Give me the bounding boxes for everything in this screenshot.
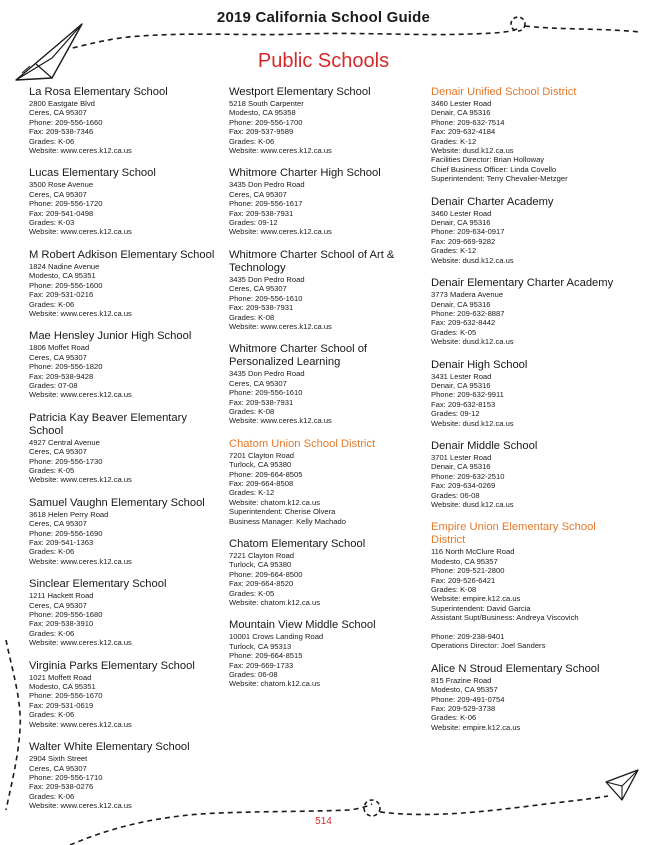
fax-line: Fax: 209-526-6421 [431, 575, 496, 585]
school-entry [29, 578, 224, 647]
grades-line: Grades: K-08 [229, 406, 275, 416]
school-name: Whitmore Charter School of Art & Technology [229, 248, 395, 274]
school-entry [229, 619, 424, 688]
school-entry [29, 660, 224, 729]
district-name: Denair Unified School District [431, 86, 577, 98]
detail-line: Ceres, CA 95307 [29, 352, 87, 362]
phone-line: Phone: 209-556-1670 [29, 691, 103, 701]
fax-line: Fax: 209-538-7346 [29, 127, 94, 137]
detail-line: 10001 Crows Landing Road [229, 632, 324, 642]
detail-line: Operations Director: Joel Sanders [431, 641, 546, 651]
detail-line: Ceres, CA 95307 [29, 108, 87, 118]
grades-line: Grades: 07-08 [29, 380, 78, 390]
school-name: Denair Elementary Charter Academy [431, 277, 614, 290]
detail-line: Assistant Supt/Business: Andreya Viscovich [431, 613, 579, 623]
fax-line: Fax: 209-632-8442 [431, 318, 496, 328]
website-line: Website: chatom.k12.ca.us [229, 598, 321, 608]
school-entry [229, 538, 424, 607]
phone-line: Phone: 209-556-1710 [29, 772, 103, 782]
detail-line: Turlock, CA 95380 [229, 460, 292, 470]
school-name: Patricia Kay Beaver Elementary School [29, 411, 187, 437]
detail-line: 1824 Nadine Avenue [29, 261, 100, 271]
fax-line: Fax: 209-538-7931 [229, 208, 294, 218]
detail-line: 4927 Central Avenue [29, 437, 100, 447]
detail-line: Denair, CA 95316 [431, 380, 491, 390]
website-line: Website: dusd.k12.ca.us [431, 500, 514, 509]
detail-line: Superintendent: Cherise Olvera [229, 507, 336, 517]
phone-line: Phone: 209-664-8500 [229, 569, 303, 579]
school-name: Alice N Stroud Elementary School [431, 662, 600, 675]
phone-line: Phone: 209-556-1690 [29, 528, 103, 538]
phone-line: Phone: 209-556-1617 [229, 199, 303, 209]
detail-line: Ceres, CA 95307 [29, 600, 87, 610]
detail-line: Modesto, CA 95351 [29, 682, 96, 692]
grades-line: Grades: K-06 [29, 299, 75, 309]
website-line: Website: www.ceres.k12.ca.us [29, 556, 132, 566]
grades-line: Grades: 09-12 [431, 409, 480, 419]
grades-line: Grades: K-05 [29, 465, 75, 475]
website-line: Website: chatom.k12.ca.us [229, 679, 321, 689]
detail-line: Modesto, CA 95351 [29, 271, 96, 281]
website-line: Website: www.ceres.k12.ca.us [29, 801, 132, 811]
phone-line: Phone: 209-238-9401 [431, 632, 505, 642]
column-3 [431, 86, 631, 744]
fax-line: Fax: 209-538-9428 [29, 371, 94, 381]
phone-line: Phone: 209-491-0754 [431, 694, 505, 704]
school-entry [229, 86, 424, 155]
grades-line: Grades: K-06 [29, 136, 75, 146]
detail-line: 7221 Clayton Road [229, 551, 295, 560]
detail-line: Ceres, CA 95307 [29, 447, 87, 457]
website-line: Website: chatom.k12.ca.us [229, 497, 321, 507]
detail-line: 3435 Don Pedro Road [229, 369, 305, 379]
website-line: Website: www.ceres.k12.ca.us [229, 321, 332, 331]
column-2 [229, 86, 424, 701]
dashed-loop-bottom [364, 800, 380, 816]
grades-line: Grades: K-03 [29, 218, 75, 228]
detail-line: Modesto, CA 95358 [229, 108, 296, 118]
grades-line: Grades: K-06 [29, 547, 75, 557]
detail-line: Facilities Director: Brian Holloway [431, 155, 545, 165]
website-line: Website: www.ceres.k12.ca.us [29, 719, 132, 729]
district-entry [431, 521, 631, 650]
fax-line: Fax: 209-538-3910 [29, 619, 94, 629]
grades-line: Grades: K-05 [229, 588, 275, 598]
fax-line: Fax: 209-632-8153 [431, 399, 496, 409]
school-name: Chatom Elementary School [229, 538, 366, 550]
detail-line: 3500 Rose Avenue [29, 180, 94, 190]
detail-line: Denair, CA 95316 [431, 462, 491, 472]
detail-line: Superintendent: Terry Chevalier-Metzger [431, 174, 568, 184]
detail-line: 116 North McClure Road [431, 547, 515, 557]
school-entry [431, 277, 631, 346]
detail-line: Chief Business Officer: Linda Covello [431, 164, 557, 174]
school-name: Whitmore Charter School of Personalized Learning [229, 343, 368, 369]
website-line: Website: www.ceres.k12.ca.us [29, 390, 132, 400]
phone-line: Phone: 209-521-2800 [431, 566, 505, 576]
school-name: Virginia Parks Elementary School [29, 659, 195, 672]
school-name: Denair Middle School [431, 439, 538, 452]
grades-line: Grades: K-12 [229, 488, 275, 498]
phone-line: Phone: 209-556-1600 [29, 280, 103, 290]
detail-line: 1806 Moffet Road [29, 343, 90, 353]
school-name: La Rosa Elementary School [29, 86, 168, 98]
detail-line: 815 Frazine Road [431, 675, 492, 685]
website-line: Website: www.ceres.k12.ca.us [29, 638, 132, 648]
detail-line: 1211 Hackett Road [29, 591, 94, 601]
school-entry [29, 249, 224, 318]
phone-line: Phone: 209-556-1610 [229, 293, 303, 303]
school-name: Westport Elementary School [229, 86, 371, 98]
detail-line: Modesto, CA 95357 [431, 556, 498, 566]
detail-line: Modesto, CA 95357 [431, 685, 498, 695]
district-entry [229, 438, 424, 526]
school-name: Mae Hensley Junior High School [29, 330, 192, 343]
fax-line: Fax: 209-634-0269 [431, 481, 496, 491]
school-name: M Robert Adkison Elementary School [29, 248, 215, 261]
phone-line: Phone: 209-632-2510 [431, 471, 505, 481]
detail-line: Ceres, CA 95307 [29, 519, 87, 529]
fax-line: Fax: 209-541-0498 [29, 208, 94, 218]
detail-line: Ceres, CA 95307 [229, 378, 287, 388]
school-name: Samuel Vaughn Elementary School [29, 496, 205, 509]
detail-line: 2904 Sixth Street [29, 754, 88, 764]
school-name: Lucas Elementary School [29, 167, 156, 180]
phone-line: Phone: 209-664-8515 [229, 651, 303, 661]
school-entry [229, 343, 424, 425]
phone-line: Phone: 209-632-9911 [431, 390, 504, 400]
fax-line: Fax: 209-541-1363 [29, 538, 94, 547]
school-entry [29, 497, 224, 566]
small-paper-plane-icon [606, 770, 638, 800]
fax-line: Fax: 209-538-7931 [229, 397, 294, 407]
website-line: Website: www.ceres.k12.ca.us [29, 146, 132, 156]
school-entry [29, 167, 224, 236]
school-entry [29, 330, 224, 399]
website-line: Website: www.ceres.k12.ca.us [229, 146, 332, 156]
fax-line: Fax: 209-664-8508 [229, 478, 294, 488]
column-1 [29, 86, 224, 823]
phone-line: Phone: 209-664-8505 [229, 469, 303, 479]
detail-line: 7201 Clayton Road [229, 450, 295, 460]
website-line: Website: www.ceres.k12.ca.us [29, 308, 132, 318]
fax-line: Fax: 209-538-7931 [229, 303, 294, 313]
page-number: 514 [315, 816, 332, 827]
detail-line: Superintendent: David Garcia [431, 603, 531, 613]
grades-line: Grades: K-12 [431, 246, 477, 256]
grades-line: Grades: K-05 [431, 327, 477, 337]
phone-line: Phone: 209-556-1660 [29, 117, 103, 127]
grades-line: Grades: K-12 [431, 136, 477, 146]
detail-line: 5218 South Carpenter [229, 99, 304, 108]
detail-line: Denair, CA 95316 [431, 218, 491, 228]
detail-line: 3701 Lester Road [431, 452, 492, 462]
detail-line: 3460 Lester Road [431, 99, 492, 108]
school-entry [29, 741, 224, 810]
website-line: Website: dusd.k12.ca.us [431, 337, 514, 347]
detail-line: 2800 Eastgate Blvd [29, 99, 95, 108]
fax-line: Fax: 209-531-0216 [29, 290, 94, 300]
website-line: Website: dusd.k12.ca.us [431, 255, 514, 265]
detail-line: 3435 Don Pedro Road [229, 274, 305, 284]
grades-line: Grades: K-06 [29, 710, 75, 720]
phone-line: Phone: 209-556-1700 [229, 117, 303, 127]
detail-line: 3773 Madera Avenue [431, 290, 504, 300]
dashed-tail-top [525, 26, 640, 32]
detail-line: 3618 Helen Perry Road [29, 509, 109, 519]
detail-line: Denair, CA 95316 [431, 108, 491, 118]
grades-line: Grades: K-08 [229, 312, 275, 322]
fax-line: Fax: 209-538-0276 [29, 782, 94, 792]
grades-line: Grades: 09-12 [229, 218, 278, 228]
fax-line: Fax: 209-531-0619 [29, 700, 94, 710]
grades-line: Grades: K-06 [29, 791, 75, 801]
detail-line: Denair, CA 95316 [431, 299, 491, 309]
grades-line: Grades: 06-08 [431, 490, 480, 500]
detail-line: Ceres, CA 95307 [29, 763, 87, 773]
detail-line: Ceres, CA 95307 [229, 284, 287, 294]
school-entry [29, 86, 224, 155]
dashed-flight-path-left [6, 640, 20, 810]
school-entry [29, 412, 224, 485]
school-entry [431, 359, 631, 428]
detail-line: Ceres, CA 95307 [29, 189, 87, 199]
phone-line: Phone: 209-556-1820 [29, 362, 103, 372]
header-title: 2019 California School Guide [216, 9, 431, 26]
dashed-flight-path-top [64, 27, 520, 50]
fax-line: Fax: 209-529-3738 [431, 704, 496, 714]
school-entry [431, 196, 631, 265]
district-entry [431, 86, 631, 184]
website-line: Website: dusd.k12.ca.us [431, 146, 514, 156]
district-name: Chatom Union School District [229, 437, 376, 450]
detail-line: Business Manager: Kelly Machado [229, 516, 346, 526]
phone-line: Phone: 209-632-7514 [431, 117, 505, 127]
website-line: Website: www.ceres.k12.ca.us [29, 475, 132, 485]
phone-line: Phone: 209-556-1720 [29, 199, 103, 209]
district-name: Empire Union Elementary School District [431, 521, 596, 547]
fax-line: Fax: 209-537-9589 [229, 127, 294, 137]
school-entry [229, 167, 424, 236]
website-line: Website: www.ceres.k12.ca.us [229, 227, 332, 237]
website-line: Website: empire.k12.ca.us [431, 722, 521, 732]
detail-line: Turlock, CA 95380 [229, 560, 292, 570]
fax-line: Fax: 209-664-8520 [229, 579, 294, 589]
school-name: Walter White Elementary School [29, 741, 190, 754]
website-line: Website: www.ceres.k12.ca.us [29, 227, 132, 237]
school-entry [229, 249, 424, 331]
grades-line: Grades: 06-08 [229, 670, 278, 680]
detail-line: 3460 Lester Road [431, 208, 492, 218]
grades-line: Grades: K-06 [431, 713, 477, 723]
school-entry [431, 440, 631, 509]
detail-line: 3435 Don Pedro Road [229, 180, 305, 190]
school-name: Whitmore Charter High School [229, 167, 381, 180]
phone-line: Phone: 209-556-1680 [29, 610, 103, 620]
grades-line: Grades: K-06 [229, 136, 275, 146]
phone-line: Phone: 209-556-1610 [229, 388, 303, 398]
fax-line: Fax: 209-669-1733 [229, 660, 294, 670]
website-line: Website: dusd.k12.ca.us [431, 418, 514, 428]
school-entry [431, 663, 631, 732]
school-name: Denair Charter Academy [431, 195, 554, 208]
detail-line: Ceres, CA 95307 [229, 189, 287, 199]
fax-line: Fax: 209-632-4184 [431, 127, 496, 137]
website-line: Website: www.ceres.k12.ca.us [229, 416, 332, 426]
dashed-tail-bottom [380, 796, 608, 814]
detail-line: 3431 Lester Road [431, 371, 492, 381]
website-line: Website: empire.k12.ca.us [431, 594, 521, 604]
phone-line: Phone: 209-634-0917 [431, 227, 505, 237]
school-name: Mountain View Middle School [229, 619, 376, 632]
school-name: Denair High School [431, 358, 528, 371]
phone-line: Phone: 209-632-8887 [431, 308, 505, 318]
grades-line: Grades: K-06 [29, 628, 75, 638]
page-heading: Public Schools [257, 50, 390, 72]
detail-line: 1021 Moffett Road [29, 672, 92, 682]
school-name: Sinclear Elementary School [29, 578, 167, 591]
grades-line: Grades: K-08 [431, 585, 477, 595]
phone-line: Phone: 209-556-1730 [29, 456, 103, 466]
fax-line: Fax: 209-669-9282 [431, 236, 496, 246]
detail-line: Turlock, CA 95313 [229, 641, 292, 651]
